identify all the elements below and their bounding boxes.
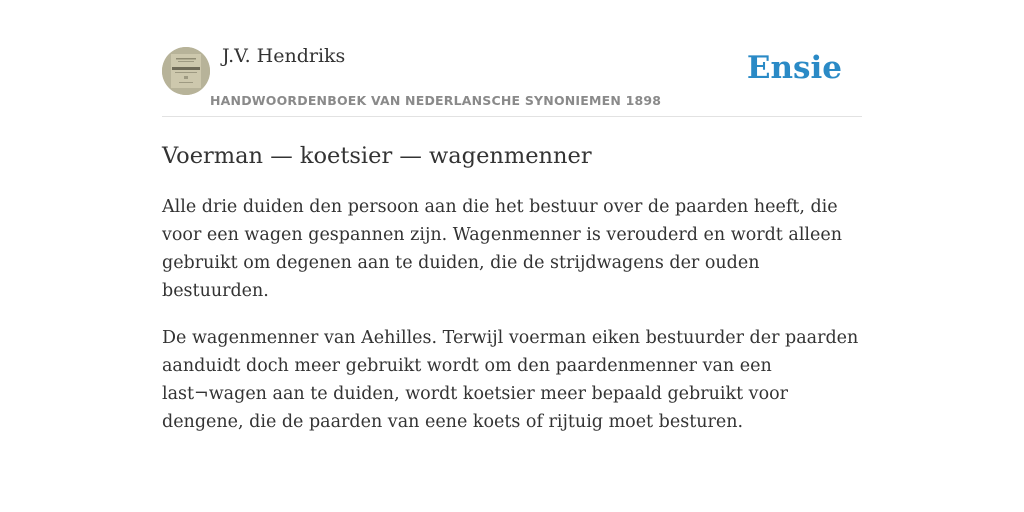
source-label: HANDWOORDENBOEK VAN NEDERLANSCHE SYNONIEMEN 1898 [210,93,662,108]
entry-title: Voerman — koetsier — wagenmenner [162,143,592,169]
book-cover-avatar[interactable] [162,47,210,95]
entry-paragraph-2: De wagenmenner van Aehilles. Terwijl voerman eiken bestuurder der paarden aanduidt doch meer gebruikt wordt om den paardenmenner van een last¬wagen aan te duiden, wordt koetsier meer bepaald gebruikt voor dengene, die de paarden van eene koets of rijtuig moet besturen. [162,328,859,432]
book-cover-icon [162,47,210,95]
entry-paragraph-1: Alle drie duiden den persoon aan die het bestuur over de paarden heeft, die voor een wagen gespannen zijn. Wagenmenner is verouderd en wordt alleen gebruikt om degenen aan te duiden, die de strijdwagens der ouden bestuurden. [162,197,843,301]
ensie-logo[interactable]: Ensie [746,50,842,86]
entry-card [162,40,862,436]
entry-header [162,40,862,117]
author-link[interactable]: J.V. Hendriks [222,45,346,67]
